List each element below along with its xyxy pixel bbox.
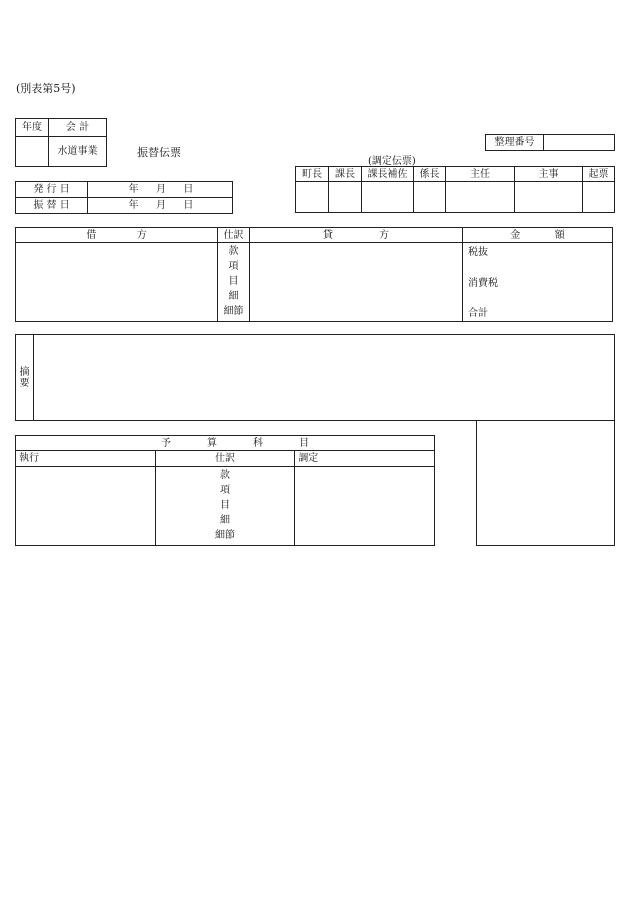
debit-header: 借 方 [16, 228, 218, 243]
amount-header: 金 額 [463, 228, 613, 243]
amount-entry[interactable] [463, 243, 613, 322]
date-table [15, 181, 233, 214]
code-kan: 款 [219, 470, 230, 481]
kaikei-label: 会 計 [49, 119, 107, 137]
day-unit: 日 [183, 200, 194, 211]
approval-stamp[interactable] [329, 182, 362, 213]
approval-stamp[interactable] [446, 182, 515, 213]
code-saisetsu: 細節 [214, 530, 235, 541]
year-label: 年度 [16, 119, 49, 137]
debit-entry[interactable] [16, 243, 218, 322]
credit-header: 貸 方 [250, 228, 463, 243]
approval-label: 課長補佐 [362, 167, 414, 182]
shiwake-label: 仕訳 [155, 451, 295, 467]
month-unit: 月 [155, 200, 166, 211]
approval-label: 主事 [515, 167, 583, 182]
zeinuki-label: 税抜 [468, 247, 488, 258]
tekiyo-box [15, 334, 615, 421]
budget-header: 予 算 科 目 [16, 436, 435, 451]
year-unit: 年 [128, 200, 139, 211]
code-saisetsu: 細節 [223, 306, 244, 317]
approval-table [295, 166, 615, 213]
approval-stamp[interactable] [583, 182, 615, 213]
month-unit: 月 [155, 184, 166, 195]
shiwake-header: 仕訳 [218, 228, 250, 243]
credit-entry[interactable] [250, 243, 463, 322]
approval-stamp[interactable] [414, 182, 446, 213]
gokei-label: 合計 [468, 308, 488, 319]
approval-stamp[interactable] [515, 182, 583, 213]
account-box [15, 118, 107, 167]
issue-date-label: 発 行 日 [16, 182, 88, 198]
approval-label: 主任 [446, 167, 515, 182]
shikko-label: 執行 [16, 451, 156, 467]
tekiyo-content[interactable] [34, 335, 615, 421]
code-kan: 款 [228, 246, 239, 257]
seiri-bango-value[interactable] [544, 135, 615, 151]
day-unit: 日 [183, 184, 194, 195]
approval-label: 町長 [296, 167, 329, 182]
chotei-label: 調定 [295, 451, 435, 467]
tekiyo-label: 摘 要 [16, 335, 34, 421]
code-column [218, 243, 250, 322]
code-sai: 細 [219, 515, 230, 526]
transfer-date-label: 振 替 日 [16, 198, 88, 214]
approval-label: 課長 [329, 167, 362, 182]
form-reference: (別表第5号) [16, 82, 76, 95]
code-kou: 項 [228, 261, 239, 272]
shohizei-label: 消費税 [468, 278, 498, 289]
memo-box[interactable] [476, 420, 615, 546]
seiri-bango-box [485, 134, 615, 151]
approval-stamp[interactable] [296, 182, 329, 213]
chotei-title: (調定伝票) [368, 156, 416, 167]
approval-label: 係長 [414, 167, 446, 182]
code-moku: 目 [228, 276, 239, 287]
budget-code-column [155, 467, 295, 546]
year-value[interactable] [16, 137, 49, 167]
issue-date-value[interactable] [88, 182, 233, 198]
business-name: 水道事業 [49, 137, 107, 167]
code-kou: 項 [219, 485, 230, 496]
shikko-entry[interactable] [16, 467, 156, 546]
journal-table [15, 227, 613, 322]
approval-label: 起票 [583, 167, 615, 182]
approval-stamp[interactable] [362, 182, 414, 213]
budget-table [15, 435, 435, 546]
year-unit: 年 [128, 184, 139, 195]
transfer-date-value[interactable] [88, 198, 233, 214]
chotei-entry[interactable] [295, 467, 435, 546]
seiri-bango-label: 整理番号 [486, 135, 544, 151]
code-sai: 細 [228, 291, 239, 302]
code-moku: 目 [219, 500, 230, 511]
form-title: 振替伝票 [137, 146, 181, 159]
